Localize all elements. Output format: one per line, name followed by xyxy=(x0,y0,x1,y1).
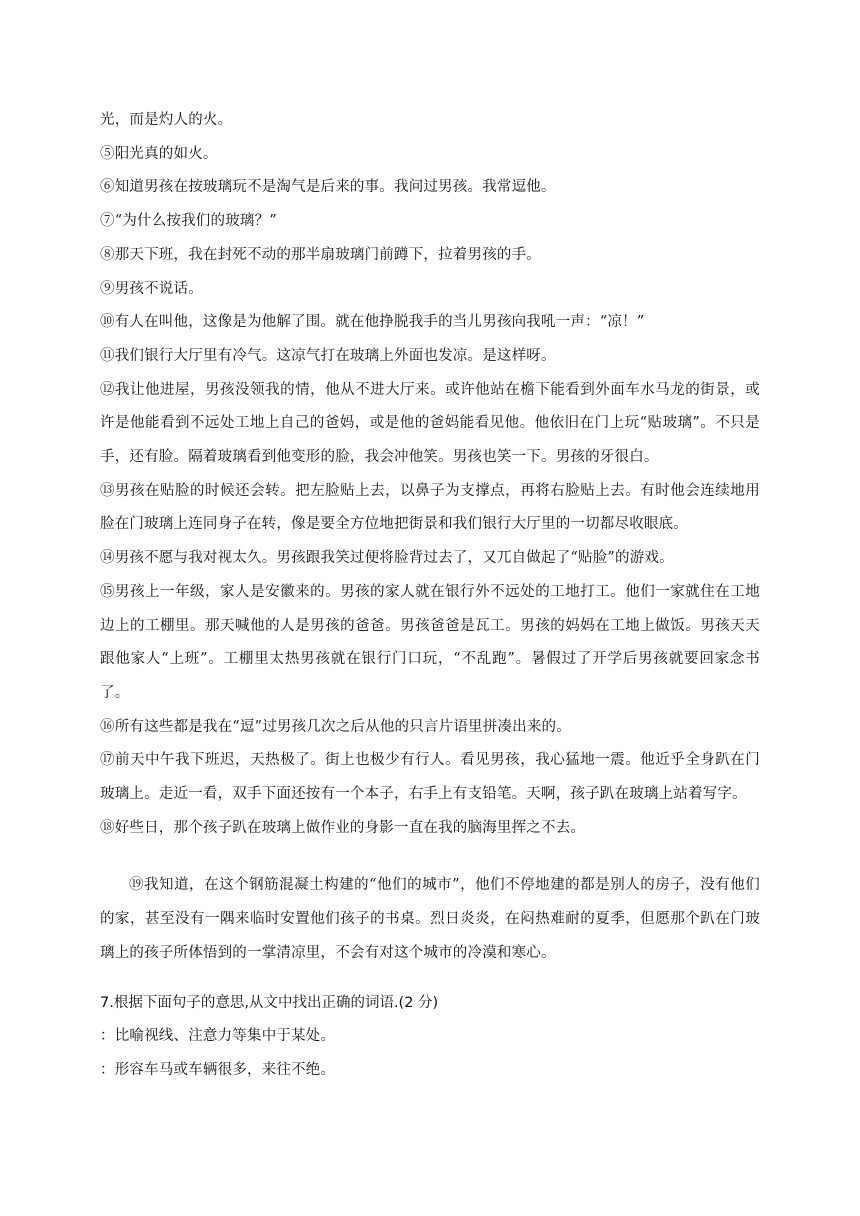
paragraph-11: ⑪我们银行大厅里有冷气。这凉气打在玻璃上外面也发凉。是这样呀。 xyxy=(100,347,556,364)
question-7-item-2: ：形容车马或车辆很多，来往不绝。 xyxy=(100,1061,336,1078)
paragraph-16: ⑯所有这些都是我在“逗”过男孩几次之后从他的只言片语里拼凑出来的。 xyxy=(100,718,571,735)
paragraph-14: ⑭男孩不愿与我对视太久。男孩跟我笑过便将脸背过去了，又兀自做起了“贴脸”的游戏。 xyxy=(100,550,674,567)
paragraph-12: ⑫我让他进屋，男孩没领我的情，他从不进大厅来。或许他站在檐下能看到外面车水马龙的街景，或许是他能看到不远处工地上自己的爸妈，或是他的爸妈能看见他。他依旧在门上玩“贴玻璃”。不只是手，还有脸。隔着玻璃看到他变形的脸，我会冲他笑。男孩也笑一下。男孩的牙很白。 xyxy=(100,381,760,466)
paragraph-gap xyxy=(100,845,760,869)
question-7-title: 7.根据下面句子的意思,从文中找出正确的词语.(2 分) xyxy=(100,994,439,1011)
paragraph-4-end: 光，而是灼人的火。 xyxy=(100,112,233,128)
reading-passage xyxy=(100,104,760,1088)
paragraph-6: ⑥知道男孩在按玻璃玩不是淘气是后来的事。我问过男孩。我常逗他。 xyxy=(100,179,556,196)
paragraph-7: ⑦“为什么按我们的玻璃？” xyxy=(100,213,277,230)
question-7-item-1: ：比喻视线、注意力等集中于某处。 xyxy=(100,1028,336,1045)
paragraph-5: ⑤阳光真的如火。 xyxy=(100,145,218,162)
paragraph-9: ⑨男孩不说话。 xyxy=(100,280,203,297)
paragraph-18: ⑱好些日，那个孩子趴在玻璃上做作业的身影一直在我的脑海里挥之不去。 xyxy=(100,819,586,836)
paragraph-19: ⑲我知道，在这个钢筋混凝土构建的“他们的城市”，他们不停地建的都是别人的房子，没有他们的家，甚至没有一隅来临时安置他们孩子的书桌。烈日炎炎，在闷热难耐的夏季，但愿那个趴在门玻璃上的孩子所体悟到的一掌清凉里，不会有对这个城市的冷漠和寒心。 xyxy=(100,877,760,961)
paragraph-17: ⑰前天中午我下班迟，天热极了。街上也极少有行人。看见男孩，我心猛地一震。他近乎全身趴在门玻璃上。走近一看，双手下面还按有一个本子，右手上有支铅笔。天啊，孩子趴在玻璃上站着写字。 xyxy=(100,752,760,803)
paragraph-15: ⑮男孩上一年级，家人是安徽来的。男孩的家人就在银行外不远处的工地打工。他们一家就住在工地边上的工棚里。那天喊他的人是男孩的爸爸。男孩爸爸是瓦工。男孩的妈妈在工地上做饭。男孩天天跟他家人“上班”。工棚里太热男孩就在银行门口玩，“不乱跑”。暑假过了开学后男孩就要回家念书了。 xyxy=(100,583,760,701)
question-gap xyxy=(100,971,760,987)
paragraph-13: ⑬男孩在贴脸的时候还会转。把左脸贴上去，以鼻子为支撑点，再将右脸贴上去。有时他会连续地用脸在门玻璃上连同身子在转，像是要全方位地把街景和我们银行大厅里的一切都尽收眼底。 xyxy=(100,482,760,533)
paragraph-8: ⑧那天下班，我在封死不动的那半扇玻璃门前蹲下，拉着男孩的手。 xyxy=(100,246,541,263)
paragraph-10: ⑩有人在叫他，这像是为他解了围。就在他挣脱我手的当儿男孩向我吼一声：“凉！” xyxy=(100,314,645,331)
